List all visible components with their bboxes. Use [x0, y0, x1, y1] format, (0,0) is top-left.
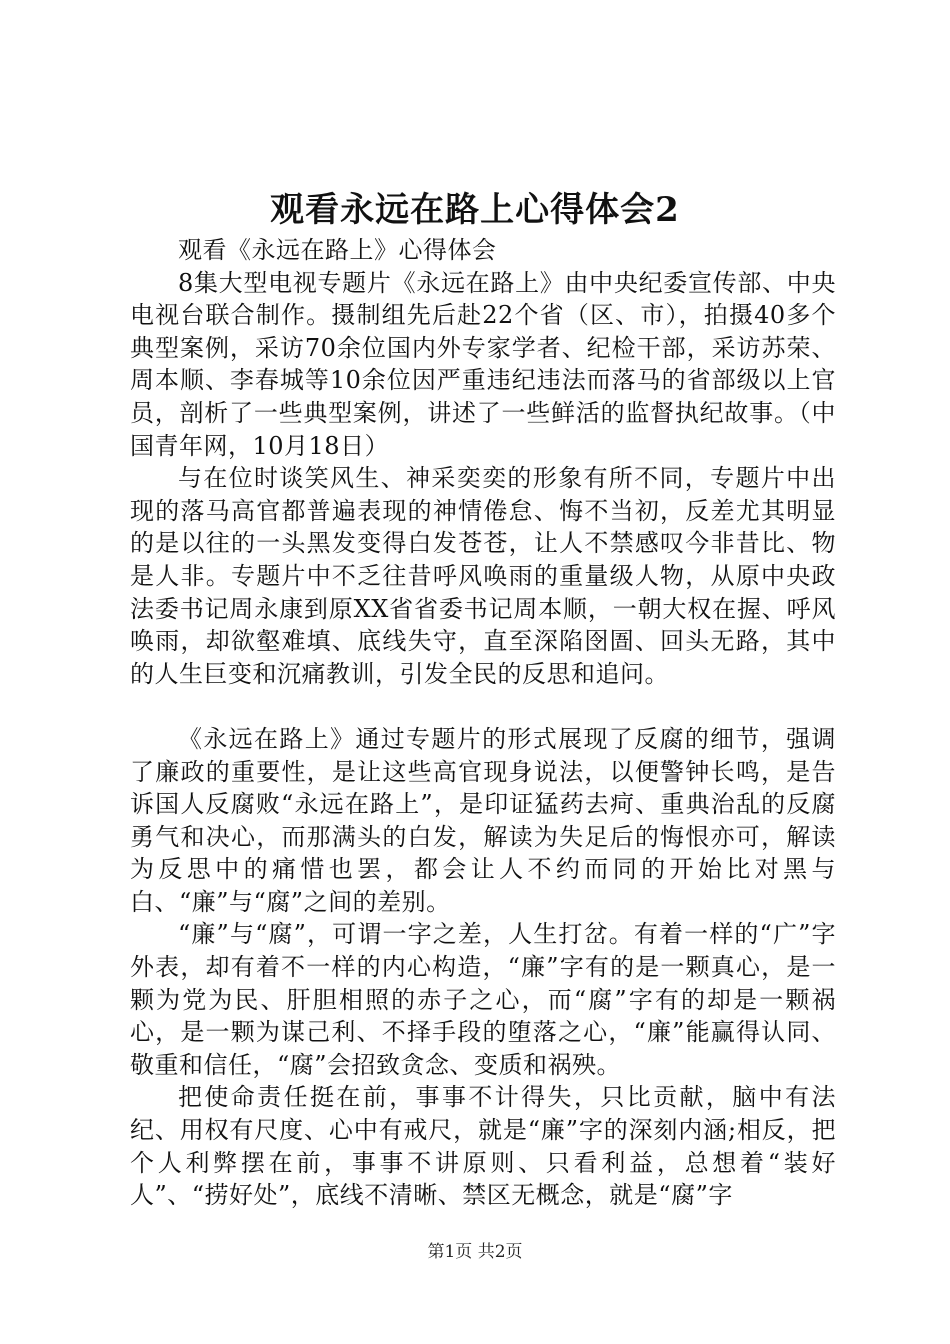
- subtitle-paragraph: 观看《永远在路上》心得体会: [178, 236, 497, 264]
- document-body: [130, 234, 836, 1212]
- document-title: 观看永远在路上心得体会2: [270, 190, 680, 230]
- body-paragraph: 8集大型电视专题片《永远在路上》由中央纪委宣传部、中央电视台联合制作。摄制组先后赴22个省（区、市），拍摄40多个典型案例，采访70余位国内外专家学者、纪检干部，采访苏荣、周本顺、李春城等10余位因严重违纪违法而落马的省部级以上官员，剖析了一些典型案例，讲述了一些鲜活的监督执纪故事。（中国青年网，10月18日）: [130, 268, 836, 460]
- body-paragraph: 与在位时谈笑风生、神采奕奕的形象有所不同，专题片中出现的落马高官都普遍表现的神情倦怠、悔不当初，反差尤其明显的是以往的一头黑发变得白发苍苍，让人不禁感叹今非昔比、物是人非。专题片中不乏往昔呼风唤雨的重量级人物，从原中央政法委书记周永康到原XX省省委书记周本顺，一朝大权在握、呼风唤雨，却欲壑难填、底线失守，直至深陷囹圄、回头无路，其中的人生巨变和沉痛教训，引发全民的反思和追问。: [130, 464, 836, 688]
- body-paragraph: 把使命责任挺在前，事事不计得失，只比贡献，脑中有法纪、用权有尺度、心中有戒尺，就是“廉”字的深刻内涵;相反，把个人利弊摆在前，事事不讲原则、只看利益，总想着“装好人”、“捞好处”，底线不清晰、禁区无概念，就是“腐”字: [130, 1083, 836, 1210]
- page-number-footer: 第1页 共2页: [427, 1242, 523, 1262]
- body-paragraph: “廉”与“腐”，可谓一字之差，人生打岔。有着一样的“广”字外表，却有着不一样的内心构造，“廉”字有的是一颗真心，是一颗为党为民、肝胆相照的赤子之心，而“腐”字有的却是一颗祸心，是一颗为谋己利、不择手段的堕落之心，“廉”能赢得认同、敬重和信任，“腐”会招致贪念、变质和祸殃。: [130, 920, 836, 1079]
- body-paragraph: 《永远在路上》通过专题片的形式展现了反腐的细节，强调了廉政的重要性，是让这些高官现身说法，以便警钟长鸣，是告诉国人反腐败“永远在路上”，是印证猛药去疴、重典治乱的反腐勇气和决心，而那满头的白发，解读为失足后的悔恨亦可，解读为反思中的痛惜也罢，都会让人不约而同的开始比对黑与白、“廉”与“腐”之间的差别。: [130, 724, 836, 916]
